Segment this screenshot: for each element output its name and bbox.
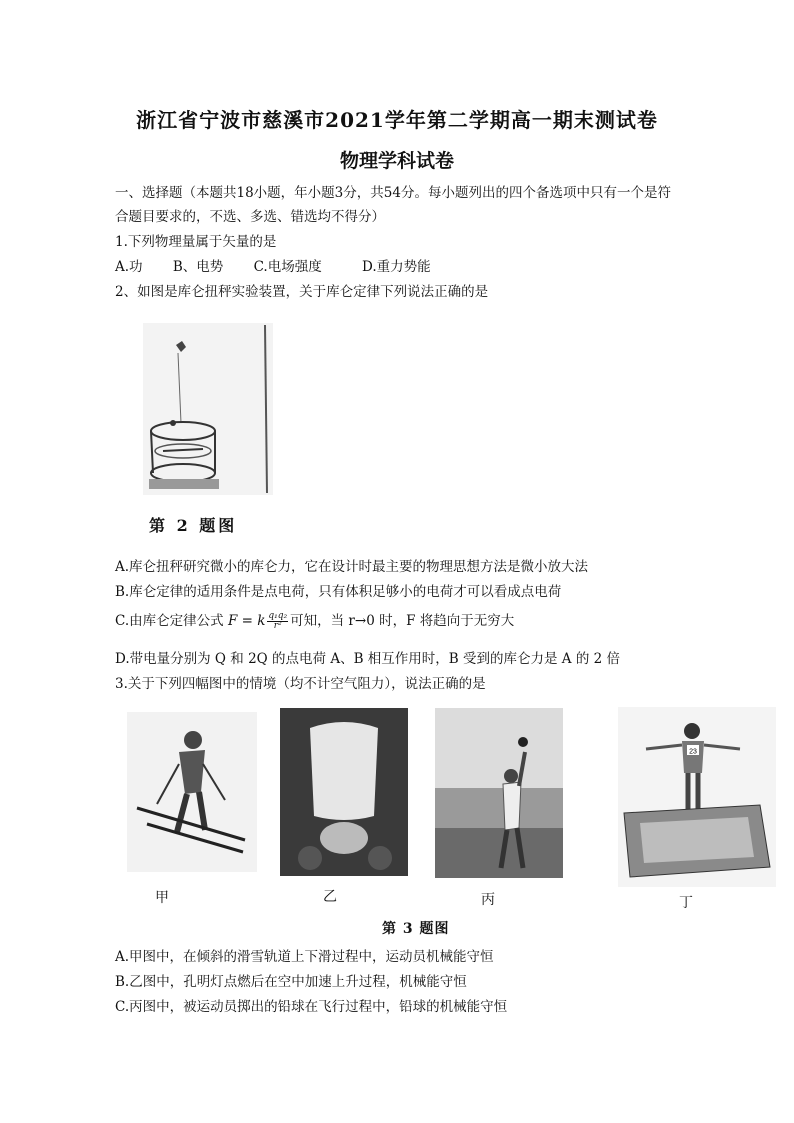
q3-label-ding: 丁 xyxy=(679,895,693,911)
q3-label-bing: 丙 xyxy=(481,892,495,908)
q3-figure-sky-lantern xyxy=(280,708,408,876)
q2-option-d: D.带电量分别为 Q 和 2Q 的点电荷 A、B 相互作用时，B 受到的库仑力是 A 的 2 倍 xyxy=(115,651,620,667)
q3-figure-skier xyxy=(127,712,257,872)
exam-title: 浙江省宁波市慈溪市2021学年第二学期高一期末测试卷 xyxy=(136,108,658,132)
formula-denominator: r² xyxy=(273,621,282,631)
q3-option-b: B.乙图中，孔明灯点燃后在空中加速上升过程，机械能守恒 xyxy=(115,974,467,990)
q2-option-c-prefix: C.由库仑定律公式 xyxy=(115,613,224,629)
q2-figure-torsion-balance xyxy=(143,323,273,495)
q3-figure-caption: 第 3 题图 xyxy=(382,921,450,937)
section-intro-line2: 合题目要求的，不选、多选、错选均不得分） xyxy=(115,209,385,225)
q1-option-c: C.电场强度 xyxy=(253,259,322,275)
q3-figure-trampoline xyxy=(618,707,776,887)
athlete-jersey-number: 23 xyxy=(689,748,697,756)
q1-option-b: B、电势 xyxy=(172,259,224,275)
exam-subtitle: 物理学科试卷 xyxy=(339,150,454,172)
formula-numerator: q₁q₂ xyxy=(268,611,288,621)
q2-option-b: B.库仑定律的适用条件是点电荷，只有体积足够小的电荷才可以看成点电荷 xyxy=(115,584,562,600)
q1-option-a: A.功 xyxy=(115,259,143,275)
q1-options xyxy=(115,258,457,276)
q2-option-a: A.库仑扭秤研究微小的库仑力，它在设计时最主要的物理思想方法是微小放大法 xyxy=(115,559,589,575)
coulomb-formula-fraction xyxy=(267,612,288,631)
q2-figure-caption: 第 2 题图 xyxy=(149,516,238,535)
q1-option-d: D.重力势能 xyxy=(362,259,431,275)
q3-label-yi: 乙 xyxy=(323,889,337,905)
q2-stem: 2、如图是库仑扭秤实验装置，关于库仑定律下列说法正确的是 xyxy=(115,284,489,300)
coulomb-formula-lhs: F = k xyxy=(227,613,266,629)
q1-stem: 1.下列物理量属于矢量的是 xyxy=(115,234,277,250)
section-intro-line1: 一、选择题（本题共18小题，年小题3分，共54分。每小题列出的四个备选项中只有一个是符 xyxy=(115,185,671,201)
q3-stem: 3.关于下列四幅图中的情境（均不计空气阻力），说法正确的是 xyxy=(115,676,486,692)
q3-option-c: C.丙图中，被运动员掷出的铅球在飞行过程中，铅球的机械能守恒 xyxy=(115,999,508,1015)
q3-option-a: A.甲图中，在倾斜的滑雪轨道上下滑过程中，运动员机械能守恒 xyxy=(115,949,494,965)
q2-option-c-suffix: 可知，当 r→0 时，F 将趋向于无穷大 xyxy=(290,613,515,629)
q3-label-jia: 甲 xyxy=(155,890,169,906)
q2-option-c xyxy=(115,612,514,631)
q3-figure-shot-put xyxy=(435,708,563,878)
